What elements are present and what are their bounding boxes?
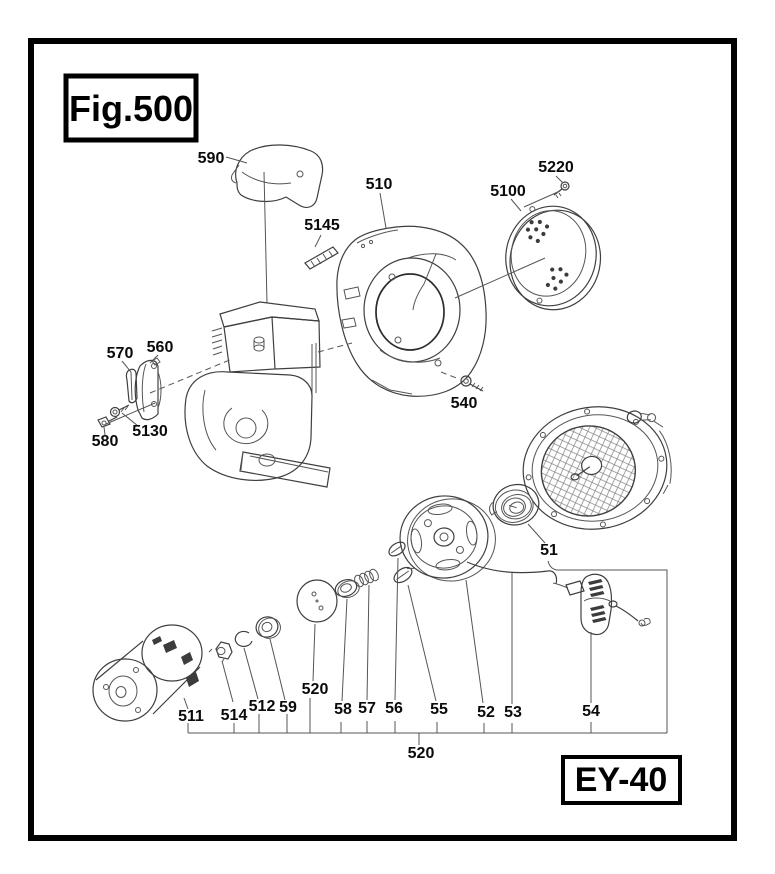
part-label-58: 58	[334, 701, 352, 718]
part-label-514: 514	[220, 707, 248, 724]
washer-59-drawing	[253, 613, 283, 642]
spiral-spring-drawing	[485, 480, 543, 531]
rope-pulley-drawing	[395, 489, 501, 587]
part-label-510: 510	[365, 176, 393, 193]
axis-dash-left	[150, 359, 232, 393]
part-label-560: 560	[146, 339, 174, 356]
axis-dash-screw	[441, 372, 459, 379]
part-label-590: 590	[197, 150, 225, 167]
part-label-54: 54	[582, 703, 600, 720]
part-label-512: 512	[248, 698, 276, 715]
part-label-53: 53	[504, 704, 522, 721]
screw-540-drawing	[461, 376, 483, 391]
part-label-57: 57	[358, 700, 376, 717]
friction-plate-520-drawing	[297, 580, 337, 622]
part-label-520-row: 520	[301, 681, 329, 698]
part-label-570: 570	[106, 345, 134, 362]
figure-number-box	[66, 76, 196, 140]
clip-512-drawing	[235, 631, 252, 646]
model-number-label: EY-40	[574, 761, 668, 799]
handle-grip-ribs	[588, 579, 607, 623]
nut-514-drawing	[209, 642, 232, 662]
part-label-580: 580	[91, 433, 119, 450]
engine-block-drawing	[185, 302, 330, 487]
plate-axis-line	[455, 258, 545, 298]
part-label-540: 540	[450, 395, 478, 412]
part-label-5145: 5145	[304, 217, 340, 234]
figure-number-label: Fig.500	[68, 88, 194, 129]
part-label-56: 56	[385, 700, 403, 717]
model-number-box	[563, 757, 680, 803]
part-label-5220: 5220	[538, 159, 574, 176]
part-label-52: 52	[477, 704, 495, 721]
part-label-520-group: 520	[407, 745, 435, 762]
blower-housing-drawing	[337, 226, 486, 396]
part-label-5100: 5100	[490, 183, 526, 200]
cup-vent-slots	[152, 636, 199, 687]
strip-5145-drawing	[305, 247, 338, 269]
starter-case-drawing	[515, 397, 678, 538]
part-label-511: 511	[178, 708, 204, 725]
leader-lines	[104, 157, 591, 709]
starter-handle-drawing	[553, 574, 650, 634]
vent-holes-cluster-lower	[545, 265, 570, 293]
bracket-560-drawing	[135, 358, 161, 420]
part-label-59: 59	[279, 699, 297, 716]
part-label-5130: 5130	[132, 423, 168, 440]
screw-5220-drawing	[554, 182, 569, 198]
screw-to-plate-line	[524, 191, 560, 207]
cover-plate-5100-drawing	[496, 198, 610, 319]
bolt-580-drawing	[98, 417, 117, 427]
pawl-55-drawing	[391, 563, 417, 586]
part-label-51: 51	[540, 542, 558, 559]
starter-cup-drawing	[93, 625, 202, 721]
part-label-55: 55	[430, 701, 448, 718]
bolt-5130-drawing	[111, 405, 130, 417]
